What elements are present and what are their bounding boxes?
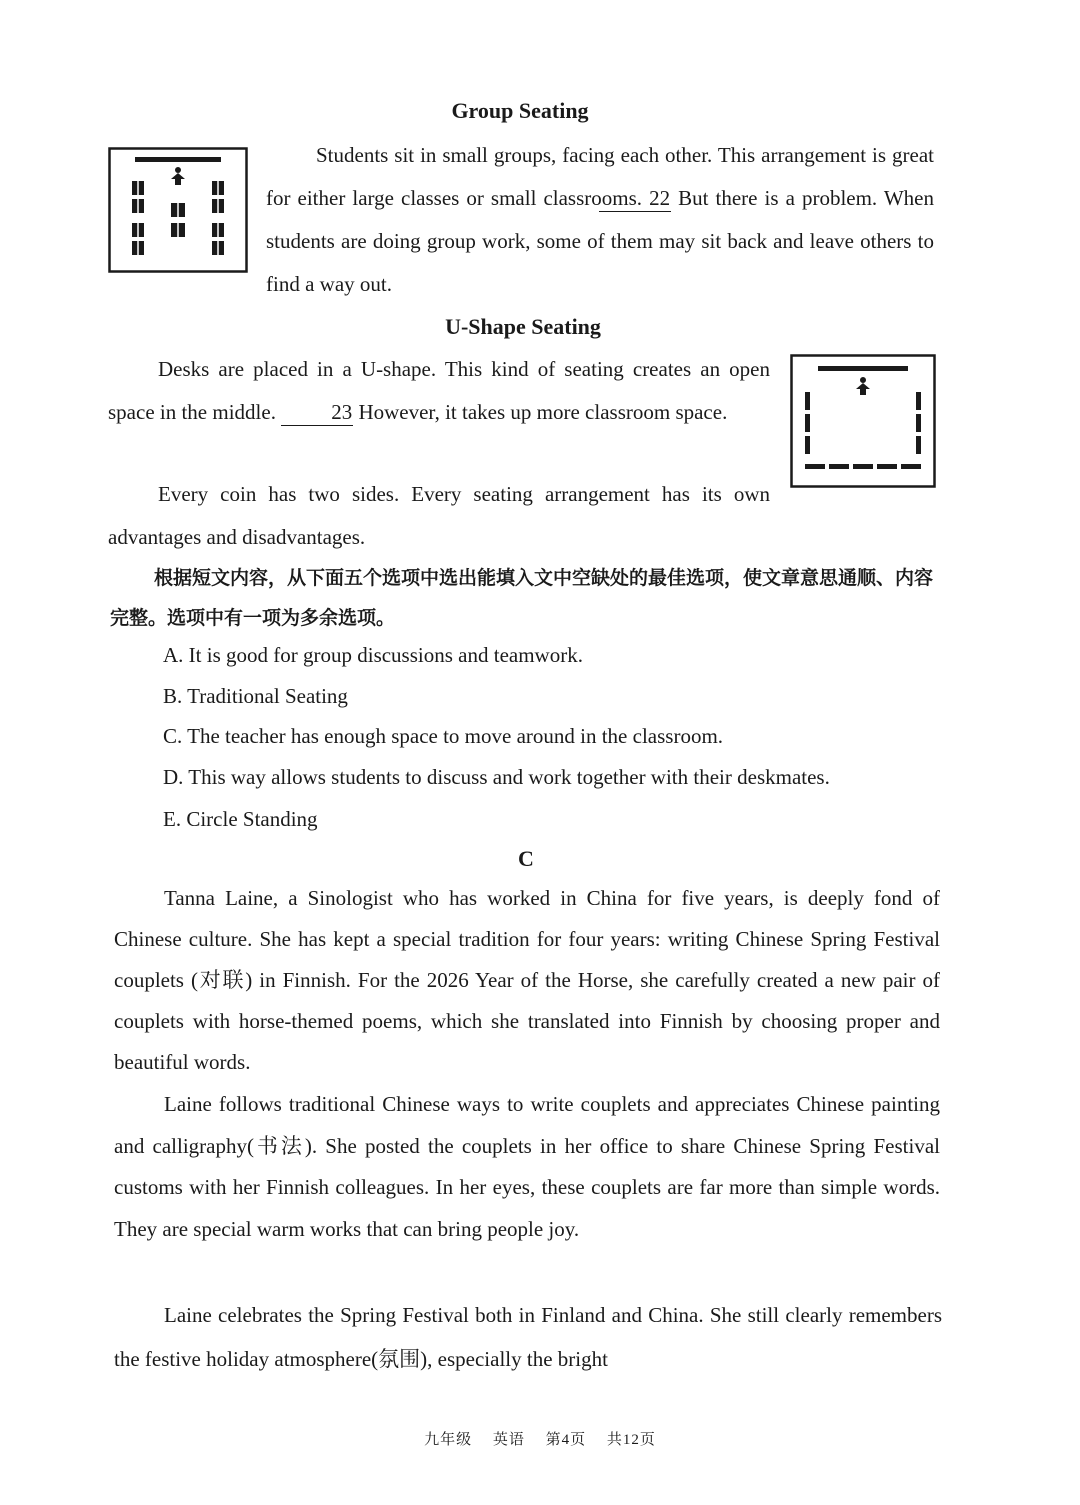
blank-23: 23 [281, 399, 353, 426]
group-seating-paragraph [266, 134, 934, 306]
blank-22: 22 [599, 185, 671, 212]
section-c-title: C [518, 846, 534, 871]
u-shape-paragraph [108, 348, 770, 434]
section-c-paragraph-2: Laine follows traditional Chinese ways to write couplets and appreciates Chinese painting and calligraphy(书法). She posted the couplets in her office to share Chinese Spring Festival customs with her Finnish colleagues. In her eyes, these couplets are far more than simple words. They are special warm works that can bring people joy. [114, 1092, 940, 1241]
option-b: B. Traditional Seating [163, 684, 348, 708]
footer-grade: 九年级 [424, 1432, 473, 1448]
footer-subject: 英语 [492, 1432, 525, 1448]
group-seating-diagram [108, 147, 248, 273]
group-seating-text-start: Students sit in small groups, facing each other. This arrangement is great for either large classes or small classrooms. [266, 143, 934, 210]
footer-total: 共12页 [606, 1432, 656, 1448]
option-c: C. The teacher has enough space to move around in the classroom. [163, 724, 724, 748]
u-shape-paragraph-2: Every coin has two sides. Every seating arrangement has its own advantages and disadvantages. [108, 482, 770, 549]
u-shape-text-start: Desks are placed in a U-shape. This kind of seating creates an open space in the middle. [108, 357, 770, 424]
u-shape-seating-diagram [790, 354, 936, 488]
page-footer [0, 1428, 1080, 1449]
footer-page: 第4页 [545, 1432, 587, 1448]
option-a: A. It is good for group discussions and teamwork. [163, 643, 583, 667]
instruction-text: 根据短文内容，从下面五个选项中选出能填入文中空缺处的最佳选项，使文章意思通顺、内容完整。选项中有一项为多余选项。 [110, 567, 934, 629]
option-e: E. Circle Standing [163, 807, 318, 831]
u-shape-text-end: However, it takes up more classroom space. [358, 400, 728, 424]
section-c-paragraph-1: Tanna Laine, a Sinologist who has worked in China for five years, is deeply fond of Chinese culture. She has kept a special tradition for four years: writing Chinese Spring Festival couplets (对联) in Finnish. For the 2026 Year of the Horse, she carefully created a new pair of couplets with horse-themed poems, which she translated into Finnish by choosing proper and beautiful words. [114, 886, 940, 1074]
u-shape-seating-title: U-Shape Seating [445, 314, 601, 339]
section-c-paragraph-3: Laine celebrates the Spring Festival both in Finland and China. She still clearly remembers the festive holiday atmosphere(氛围), especially the bright [114, 1303, 942, 1371]
group-seating-text-end: But there is a problem. When students are doing group work, some of them may sit back and leave others to find a way out. [266, 186, 934, 296]
group-seating-title: Group Seating [451, 98, 589, 123]
option-d: D. This way allows students to discuss and work together with their deskmates. [163, 765, 830, 789]
